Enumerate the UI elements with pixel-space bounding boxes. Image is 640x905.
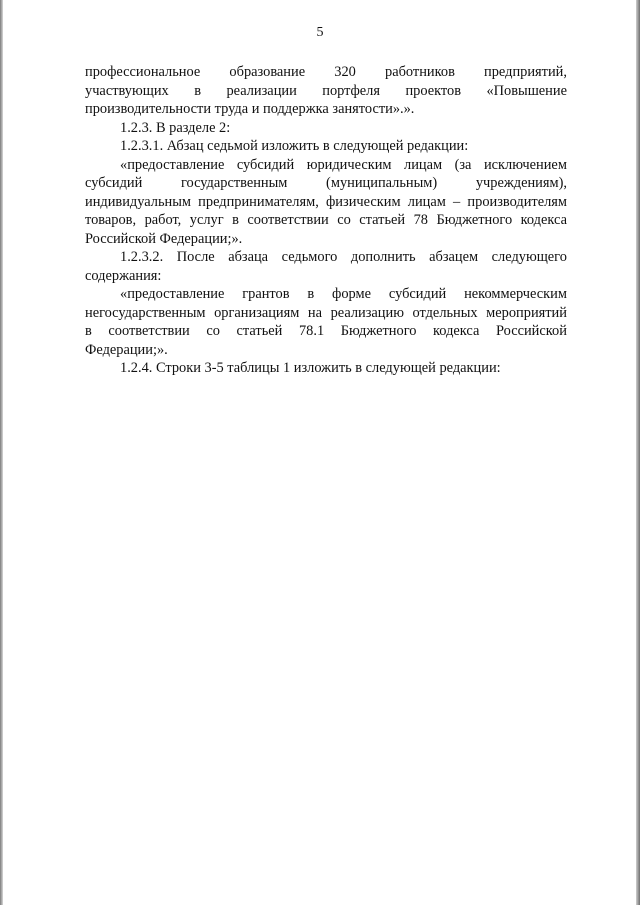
- word: следующего: [491, 249, 567, 265]
- text-line: [85, 211, 567, 230]
- word: абзацем: [429, 249, 479, 265]
- word: После: [176, 249, 215, 265]
- text-line: [85, 322, 567, 341]
- section-heading: 1.2.3. В разделе 2:: [120, 119, 231, 136]
- word: предпринимателям,: [198, 193, 319, 210]
- text-line: [85, 248, 567, 267]
- word: статьей: [359, 212, 406, 228]
- word: (муниципальным): [326, 175, 438, 191]
- text-line: содержания:: [85, 267, 162, 284]
- word: портфеля: [322, 82, 380, 99]
- word: образование: [229, 64, 306, 80]
- page-number: 5: [316, 25, 324, 40]
- word: в: [307, 286, 315, 302]
- word: мероприятий: [486, 304, 567, 321]
- word: «предоставление: [120, 156, 225, 173]
- word: государственным: [180, 175, 288, 191]
- word: отдельных: [412, 304, 478, 321]
- word: со: [337, 212, 351, 228]
- word: товаров,: [85, 212, 137, 228]
- word: абзаца: [228, 249, 269, 265]
- word: «Повышение: [486, 82, 567, 99]
- word: дополнить: [350, 249, 416, 265]
- word: в: [194, 82, 201, 99]
- word: 78: [413, 212, 428, 228]
- word: некоммерческим: [464, 286, 567, 302]
- word: индивидуальным: [85, 193, 191, 210]
- word: 320: [334, 64, 356, 80]
- text-line: 1.2.4. Строки 3-5 таблицы 1 изложить в следующей редакции:: [120, 360, 501, 376]
- word: со: [206, 323, 220, 339]
- word: учреждениям),: [475, 175, 567, 191]
- word: субсидий: [85, 175, 143, 191]
- word: организациям: [214, 304, 300, 321]
- word: в: [232, 212, 239, 228]
- word: седьмого: [281, 249, 338, 265]
- word: форме: [332, 286, 372, 302]
- word: предприятий,: [484, 64, 567, 80]
- word: профессиональное: [85, 64, 201, 80]
- word: лицам: [407, 193, 446, 210]
- word: «предоставление: [120, 286, 225, 302]
- word: Российской: [496, 323, 567, 339]
- word: соответствии: [247, 212, 329, 228]
- word: субсидий: [388, 286, 447, 302]
- word: негосударственным: [85, 304, 206, 321]
- word: производителям: [467, 193, 567, 210]
- scan-edge-left: [0, 0, 3, 905]
- word: работников: [385, 64, 455, 80]
- word: –: [453, 193, 461, 210]
- word: участвующих: [85, 82, 169, 99]
- text-line: [85, 82, 567, 101]
- word: услуг: [189, 212, 224, 228]
- scan-edge-right: [636, 0, 640, 905]
- word: 78.1: [298, 323, 325, 339]
- word: кодекса: [433, 323, 480, 339]
- word: физическим: [325, 193, 401, 210]
- text-line: [85, 63, 567, 82]
- word: реализации: [226, 82, 297, 99]
- word: (за: [454, 156, 472, 173]
- text-line: [85, 304, 567, 323]
- word: проектов: [405, 82, 461, 99]
- word: исключением: [483, 156, 567, 173]
- word: юридическим: [306, 156, 392, 173]
- word: субсидий: [236, 156, 295, 173]
- word: реализацию: [330, 304, 404, 321]
- word: 1.2.3.2.: [120, 249, 164, 265]
- text-line: [85, 174, 567, 193]
- text-line: производительности труда и поддержка занятости».».: [85, 101, 415, 117]
- word: грантов: [242, 286, 290, 302]
- word: кодекса: [520, 212, 567, 228]
- text-line: [85, 193, 567, 212]
- word: Бюджетного: [436, 212, 513, 228]
- word: в: [85, 323, 92, 339]
- text-line: 1.2.3.1. Абзац седьмой изложить в следующей редакции:: [120, 138, 469, 154]
- word: на: [307, 304, 323, 321]
- text-line: [85, 156, 567, 175]
- word: статьей: [236, 323, 283, 339]
- document-body: [85, 63, 567, 378]
- word: работ,: [144, 212, 182, 228]
- word: Бюджетного: [340, 323, 417, 339]
- word: соответствии: [108, 323, 190, 339]
- text-line: Российской Федерации;».: [85, 230, 243, 247]
- text-line: [85, 285, 567, 304]
- text-line: Федерации;».: [85, 341, 168, 358]
- word: лицам: [404, 156, 443, 173]
